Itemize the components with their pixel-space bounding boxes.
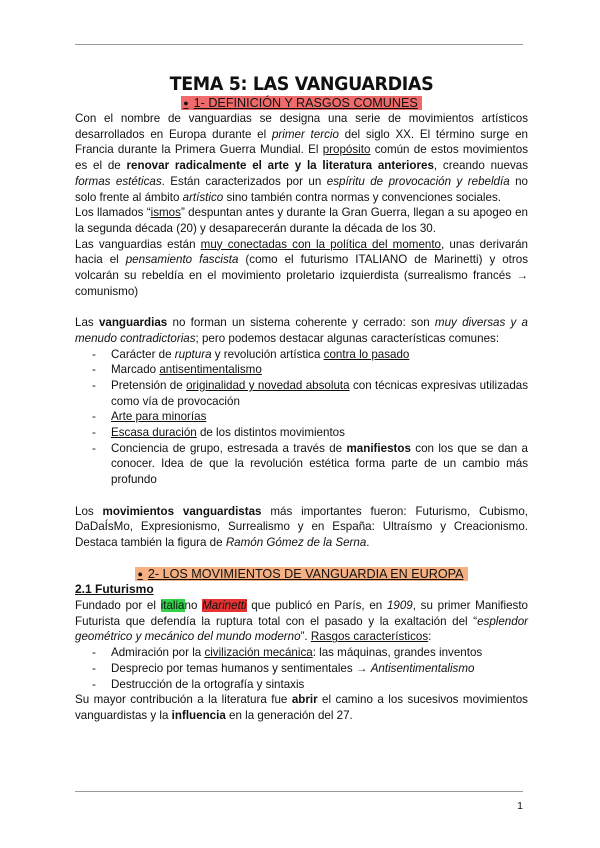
text: (como el futurismo ITALIANO de Marinetti) y otros volcarán su rebeldía en el movimiento proletario izquierdista (surrealismo francés → comunismo) [75, 253, 529, 298]
spacer [75, 299, 528, 315]
document-body [75, 73, 528, 724]
text-italic: espíritu de provocación y rebeldía [326, 174, 510, 188]
header-rule [75, 44, 523, 45]
text: no forman un sistema coherente y cerrado: son [167, 316, 435, 330]
text-underlined: civilización mecánica [204, 646, 313, 660]
spacer [75, 488, 528, 504]
section-heading-1-highlight [181, 96, 422, 110]
text-bold: vanguardias [98, 316, 168, 330]
text: . [366, 535, 370, 549]
text-italic: 1909 [386, 599, 413, 613]
paragraph-movements [75, 504, 528, 551]
text-bold: movimientos vanguardistas [102, 504, 262, 518]
text: Marcado [111, 363, 160, 377]
text: más importantes fueron: Futurismo, Cubismo, DaDaÍsMo, Expresionismo, Surrealismo y en España: Ultraísmo y Creacionismo. Destaca también la figura de [75, 504, 529, 549]
text: Las vanguardias están [75, 237, 201, 251]
paragraph-definition [75, 111, 528, 205]
spacer [75, 551, 528, 567]
section-heading-2-text: 2- LOS MOVIMIENTOS DE VANGUARDIA EN EUROPA [147, 567, 464, 582]
bullet-icon: ● [137, 569, 143, 580]
text: no [184, 599, 203, 613]
text: , unas derivarán hacia el [75, 237, 529, 267]
text: el camino a los sucesivos movimientos vanguardistas y la [75, 693, 528, 722]
subsection-heading-futurismo: 2.1 Futurismo [75, 582, 154, 597]
text-underlined: muy conectadas con la política del momento [200, 237, 442, 251]
page-number: 1 [517, 800, 523, 812]
text: común de estos movimientos es el de [75, 143, 528, 173]
text-italic: formas estéticas [75, 174, 162, 188]
text: Desprecio por temas humanos y sentimentales → [111, 661, 371, 675]
text-underlined: ismos [150, 206, 181, 220]
paragraph-contribution [75, 692, 528, 723]
text: : [428, 630, 432, 644]
list-item [94, 677, 528, 693]
text: en la generación del 27. [225, 708, 353, 722]
text-italic: ruptura [174, 347, 212, 361]
text: , creando nuevas [433, 159, 528, 173]
text-underlined: contra lo pasado [323, 347, 410, 361]
text: Admiración por la [111, 646, 205, 660]
text: ” despuntan antes y durante la Gran Guerra, llegan a su apogeo en la segunda década (20) y desaparecerán durante la década de los 30. [75, 206, 528, 235]
text: Los [75, 504, 103, 518]
text: con técnicas expresivas utilizadas como vía de provocación [111, 378, 529, 408]
text: ”. [300, 630, 311, 644]
text-italic: Antisentimentalismo [370, 661, 475, 675]
text: que publicó en París, en [246, 599, 387, 613]
text: no solo frente al ámbito [75, 174, 528, 204]
text: de los distintos movimientos [196, 426, 345, 440]
section-heading-1-text: 1- DEFINICIÓN Y RASGOS COMUNES [193, 96, 418, 110]
text: y revolución artística [211, 347, 324, 361]
list-item [94, 362, 528, 378]
text-underlined: Arte para minorías [111, 410, 207, 424]
paragraph-futurismo [75, 598, 528, 645]
text-bold: influencia [171, 708, 226, 722]
paragraph-ismos [75, 205, 528, 236]
section-heading-1 [75, 95, 528, 111]
footer-rule [75, 791, 523, 792]
text-underlined: Rasgos característicos [310, 630, 429, 644]
list-item [94, 347, 528, 363]
text: Las [75, 316, 99, 330]
features-list [75, 347, 528, 488]
text-italic: esplendor geométrico y mecánico del mundo moderno [75, 614, 528, 644]
text: del siglo XX. El término surge en Francia durante la Primera Guerra Mundial. El [75, 127, 528, 157]
paragraph-politics [75, 237, 528, 300]
text-italic: Ramón Gómez de la Serna [225, 535, 367, 549]
text-italic: primer tercio [271, 127, 339, 141]
text: Fundado por el [75, 599, 161, 613]
text: Con el nombre de vanguardias se designa una serie de movimientos artísticos desarrollados en Europa durante el [75, 112, 528, 141]
text-underlined: propósito [322, 143, 371, 157]
text-bold: manifiestos [346, 441, 411, 455]
text: , su primer Manifiesto Futurista que defendía la ruptura total con el pasado y la exaltación del “ [75, 599, 529, 628]
section-heading-2 [75, 566, 528, 582]
text: con los que se dan a conocer. Idea de que la revolución estética forma parte de un cambio más profundo [111, 441, 528, 487]
text-underlined: originalidad y novedad absoluta [186, 378, 350, 392]
text: Carácter de [111, 347, 175, 361]
bullet-icon: ● [183, 98, 189, 108]
list-item [94, 425, 528, 441]
text-bold: abrir [291, 693, 318, 707]
text: Destrucción de la ortografía y sintaxis [111, 677, 305, 691]
list-item [94, 441, 528, 488]
text-italic: muy diversas y a menudo contradictorias [75, 316, 528, 345]
text-bold: renovar radicalmente el arte y la literatura anteriores [126, 159, 434, 173]
text-red-highlight: Marinetti [202, 599, 247, 613]
text-green-highlight: italia [160, 599, 185, 613]
section-heading-2-highlight [135, 567, 467, 581]
text: . Están caracterizados por un [161, 174, 327, 188]
text: : las máquinas, grandes inventos [312, 646, 483, 660]
text: Su mayor contribución a la literatura fue [75, 693, 292, 707]
text-italic: artístico [182, 190, 224, 204]
text-underlined: Escasa duración [111, 426, 197, 440]
list-item [94, 661, 528, 677]
list-item [94, 645, 528, 661]
futurismo-features-list [75, 645, 528, 692]
list-item [94, 409, 528, 425]
text-italic: pensamiento fascista [125, 253, 239, 267]
text: Pretensión de [111, 378, 187, 392]
text-underlined: antisentimentalismo [159, 363, 262, 377]
text: Los llamados “ [75, 206, 151, 220]
text: sino también contra normas y convenciones sociales. [223, 190, 501, 204]
list-item [94, 378, 528, 409]
page-title: TEMA 5: LAS VANGUARDIAS [169, 73, 434, 95]
text: Conciencia de grupo, estresada a través de [111, 441, 347, 455]
text: ; pero podemos destacar algunas características comunes: [195, 331, 500, 345]
paragraph-features-intro [75, 315, 528, 346]
